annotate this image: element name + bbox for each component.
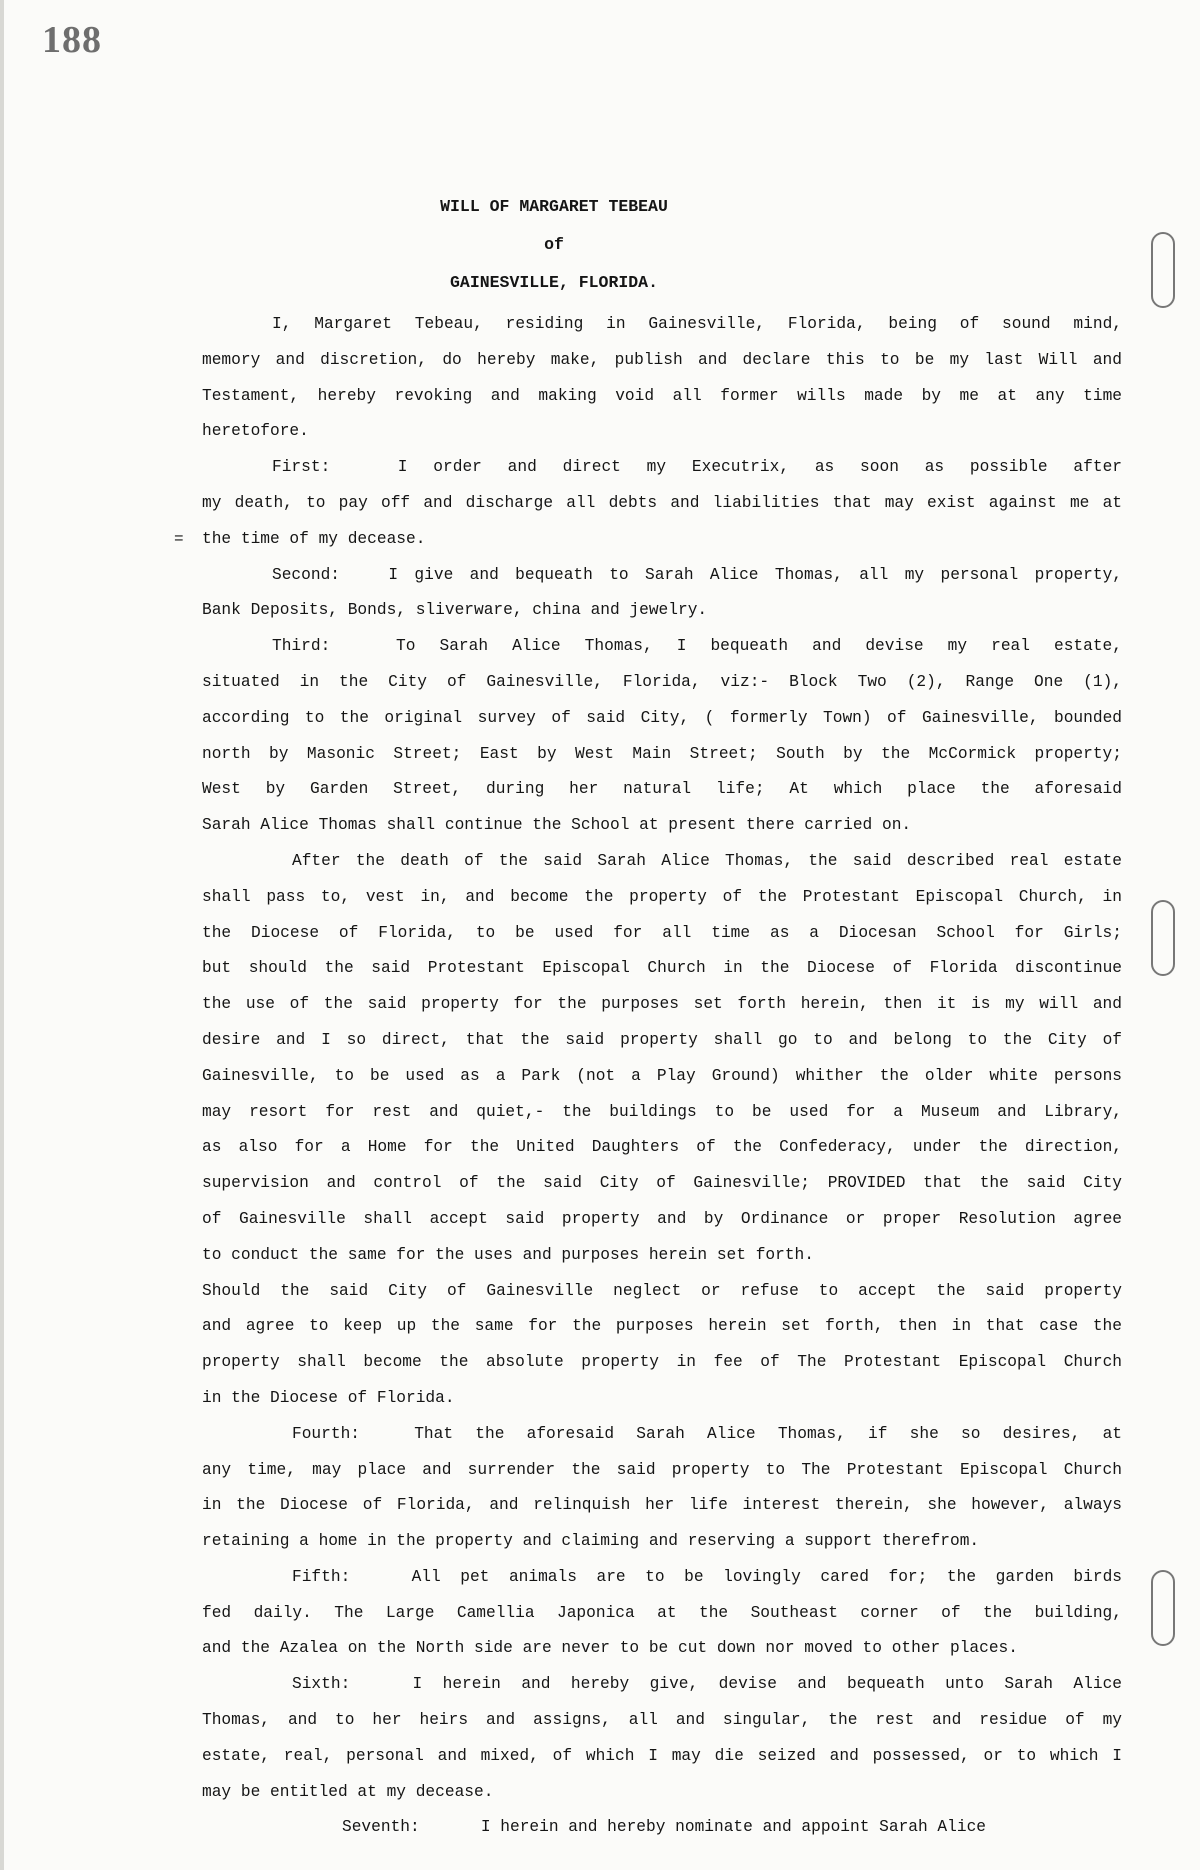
clause-label: Fifth: — [292, 1567, 351, 1586]
paragraph-line: property shall become the absolute property in fee of The Protestant Episcopal Church — [202, 1353, 1122, 1372]
paragraph-line: my death, to pay off and discharge all debts and liabilities that may exist against me at — [202, 493, 1122, 512]
paragraph-line: Bank Deposits, Bonds, sliverware, china and jewelry. — [202, 601, 708, 620]
paragraph-line: and the Azalea on the North side are never to be cut down nor moved to other places. — [202, 1639, 1018, 1658]
paragraph-line: Testament, hereby revoking and making void all former wills made by me at any time — [202, 386, 1122, 405]
clause-label: First: — [272, 458, 331, 477]
clause-seventh: Seventh: I herein and hereby nominate and appoint Sarah Alice — [202, 1810, 1122, 1846]
clause-sixth: Sixth: I herein and hereby give, devise and bequeath unto Sarah Alice — [202, 1667, 1122, 1703]
clause-label: Fourth: — [292, 1424, 360, 1443]
paragraph-line: may resort for rest and quiet,- the buildings to be used for a Museum and Library, — [202, 1102, 1122, 1121]
clause-second: Second: I give and bequeath to Sarah Alice Thomas, all my personal property, — [202, 558, 1122, 594]
paragraph-line: memory and discretion, do hereby make, publish and declare this to be my last Will and — [202, 350, 1122, 369]
paragraph-line: After the death of the said Sarah Alice Thomas, the said described real estate — [292, 851, 1122, 870]
clause-fourth: Fourth: That the aforesaid Sarah Alice Thomas, if she so desires, at — [202, 1417, 1122, 1453]
paragraph-line: Sarah Alice Thomas shall continue the School at present there carried on. — [202, 816, 912, 835]
paragraph-line: to conduct the same for the uses and purposes herein set forth. — [202, 1245, 814, 1264]
title-line-1: WILL OF MARGARET TEBEAU — [440, 197, 668, 216]
clause-third: Third: To Sarah Alice Thomas, I bequeath and devise my real estate, — [202, 629, 1122, 665]
binder-hole — [1151, 900, 1175, 976]
paragraph-line: according to the original survey of said City, ( formerly Town) of Gainesville, bounded — [202, 708, 1122, 727]
page-number: 188 — [42, 19, 102, 61]
document-title — [4, 188, 1104, 302]
paragraph-line: Should the said City of Gainesville neglect or refuse to accept the said property — [202, 1281, 1122, 1300]
paragraph-line: shall pass to, vest in, and become the property of the Protestant Episcopal Church, in — [202, 887, 1122, 906]
clause-label: Third: — [272, 637, 331, 656]
paragraph-line: the use of the said property for the purposes set forth herein, then it is my will and — [202, 995, 1122, 1014]
binder-hole — [1151, 1570, 1175, 1646]
paragraph-line: as also for a Home for the United Daughters of the Confederacy, under the direction, — [202, 1138, 1122, 1157]
clause-label: Sixth: — [292, 1675, 351, 1694]
paragraph-line: I, Margaret Tebeau, residing in Gainesville, Florida, being of sound mind, — [272, 315, 1122, 333]
clause-label: Seventh: — [342, 1818, 420, 1837]
paragraph-line: supervision and control of the said City of Gainesville; PROVIDED that the said City — [202, 1174, 1122, 1193]
paragraph-line: in the Diocese of Florida, and relinquish her life interest therein, she however, always — [202, 1496, 1122, 1515]
paragraph-line: situated in the City of Gainesville, Florida, viz:- Block Two (2), Range One (1), — [202, 672, 1122, 691]
title-line-2: of — [544, 235, 564, 254]
clause-first: First: I order and direct my Executrix, as soon as possible after — [202, 450, 1122, 486]
paragraph-line: of Gainesville shall accept said property and by Ordinance or proper Resolution agree — [202, 1209, 1122, 1228]
title-line-3: GAINESVILLE, FLORIDA. — [450, 273, 658, 292]
paragraph-line: but should the said Protestant Episcopal Church in the Diocese of Florida discontinue — [202, 959, 1122, 978]
paragraph-line: fed daily. The Large Camellia Japonica at the Southeast corner of the building, — [202, 1603, 1122, 1622]
paragraph-line: may be entitled at my decease. — [202, 1782, 494, 1801]
margin-mark: = — [174, 530, 184, 548]
paragraph-line: in the Diocese of Florida. — [202, 1388, 455, 1407]
paragraph-line: desire and I so direct, that the said property shall go to and belong to the City of — [202, 1030, 1122, 1049]
paragraph-line: any time, may place and surrender the said property to The Protestant Episcopal Church — [202, 1460, 1122, 1479]
paragraph-line: the time of my decease. — [202, 529, 426, 548]
paragraph-line: retaining a home in the property and claiming and reserving a support therefrom. — [202, 1532, 980, 1551]
paragraph-line: West by Garden Street, during her natural life; At which place the aforesaid — [202, 780, 1122, 799]
paragraph-line: heretofore. — [202, 422, 309, 441]
paragraph-line: and agree to keep up the same for the purposes herein set forth, then in that case the — [202, 1317, 1122, 1336]
will-body — [202, 307, 1122, 1846]
paragraph-line: the Diocese of Florida, to be used for all time as a Diocesan School for Girls; — [202, 923, 1122, 942]
paragraph-line: Thomas, and to her heirs and assigns, all and singular, the rest and residue of my — [202, 1711, 1122, 1730]
paragraph-line: north by Masonic Street; East by West Main Street; South by the McCormick property; — [202, 744, 1122, 763]
clause-label: Second: — [272, 565, 340, 584]
binder-hole — [1151, 232, 1175, 308]
paragraph-line: Gainesville, to be used as a Park (not a Play Ground) whither the older white persons — [202, 1066, 1122, 1085]
paragraph-line: estate, real, personal and mixed, of which I may die seized and possessed, or to which I — [202, 1746, 1122, 1765]
clause-fifth: Fifth: All pet animals are to be lovingly cared for; the garden birds — [202, 1560, 1122, 1596]
